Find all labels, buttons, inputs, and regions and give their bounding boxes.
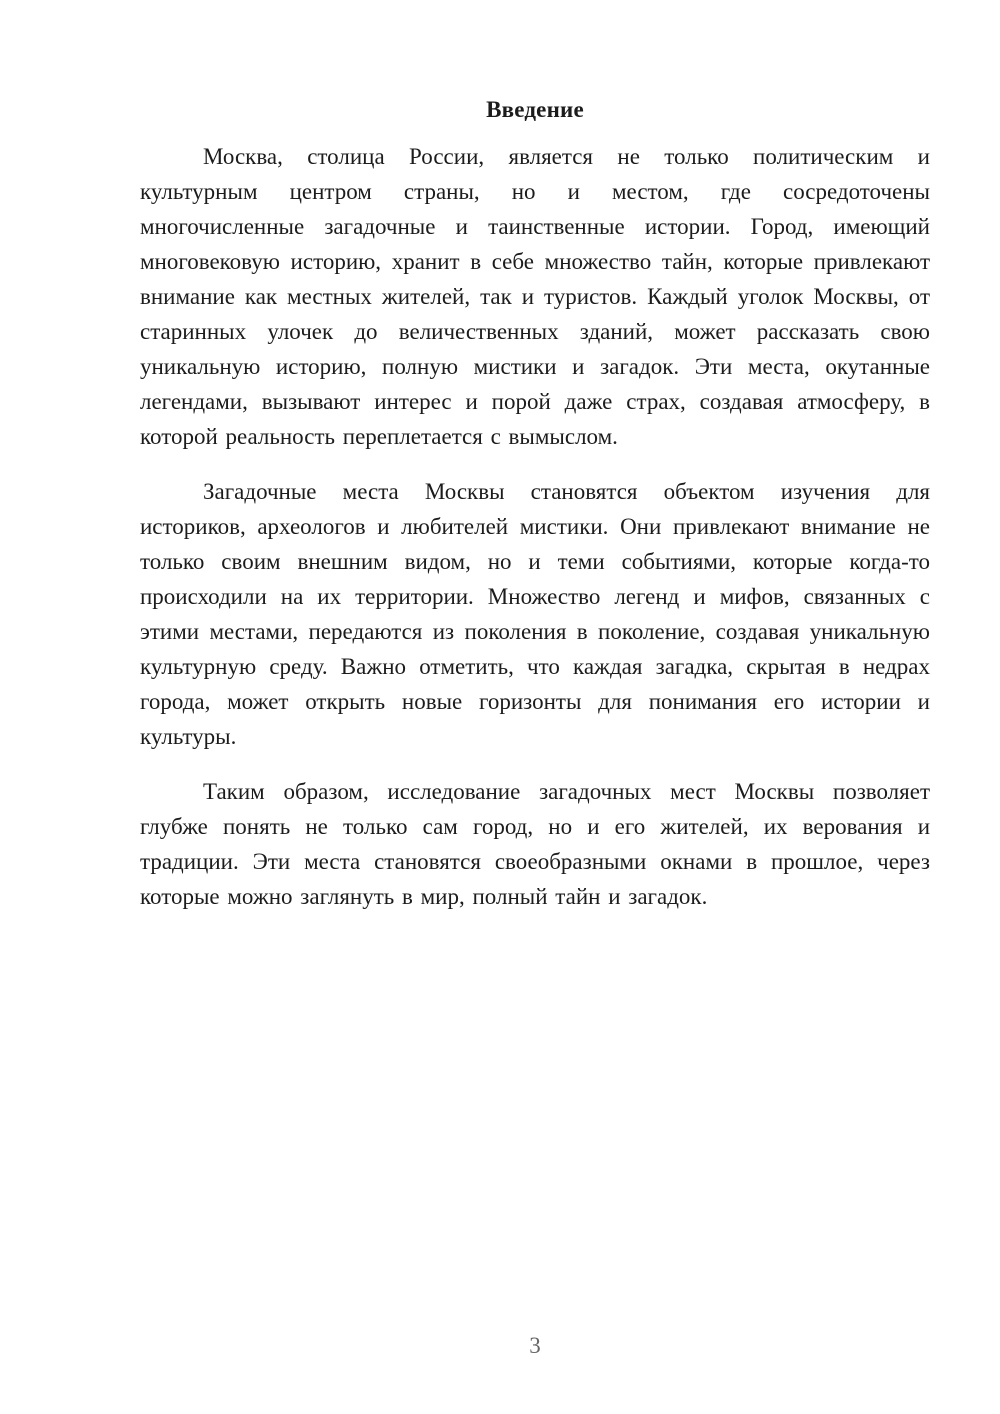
page-number: 3	[529, 1333, 541, 1358]
text-block	[140, 0, 930, 934]
paragraph-conclusion: Таким образом, исследование загадочных мест Москвы позволяет глубже понять не только сам город, но и его жителей, их верования и традиции. Эти места становятся своеобразными окнами в прошлое, через которые можно заглянуть в мир, полный тайн и загадок.	[140, 779, 930, 909]
section-title: Введение	[486, 97, 584, 122]
paragraph-mysterious-places: Загадочные места Москвы становятся объектом изучения для историков, археологов и любителей мистики. Они привлекают внимание не только своим внешним видом, но и теми событиями, которые когда-то происходили на их территории. Множество легенд и мифов, связанных с этими местами, передаются из поколения в поколение, создавая уникальную культурную среду. Важно отметить, что каждая загадка, скрытая в недрах города, может открыть новые горизонты для понимания его истории и культуры.	[140, 479, 930, 749]
paragraph-intro-moscow: Москва, столица России, является не только политическим и культурным центром страны, но и местом, где сосредоточены многочисленные загадочные и таинственные истории. Город, имеющий многовековую историю, хранит в себе множество тайн, которые привлекают внимание как местных жителей, так и туристов. Каждый уголок Москвы, от старинных улочек до величественных зданий, может рассказать свою уникальную историю, полную мистики и загадок. Эти места, окутанные легендами, вызывают интерес и порой даже страх, создавая атмосферу, в которой реальность переплетается с вымыслом.	[140, 144, 930, 449]
